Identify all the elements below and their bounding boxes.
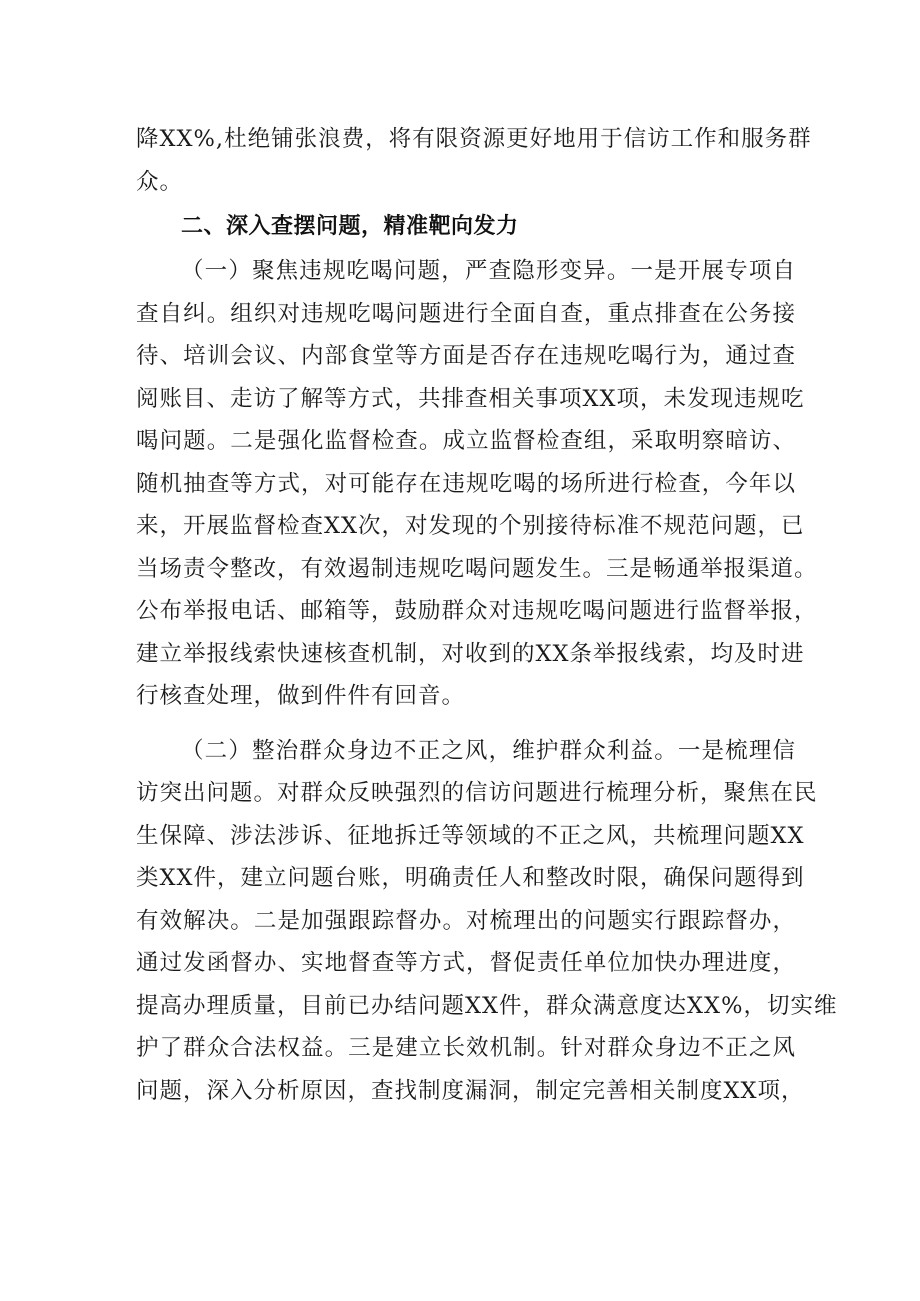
paragraph-line: 喝问题。二是强化监督检查。成立监督检查组，采取明察暗访、 [136,428,796,454]
paragraph-line: 类XX件，建立问题台账，明确责任人和整改时限，确保问题得到 [136,865,805,891]
paragraph-line: 护了群众合法权益。三是建立长效机制。针对群众身边不正之风 [136,1035,796,1061]
document-body [136,118,838,1112]
paragraph-line: 随机抽查等方式，对可能存在违规吃喝的场所进行检查，今年以 [136,470,796,497]
section-heading: 二、深入查摆问题，精准靶向发力 [181,214,519,239]
paragraph-spacer [136,718,796,730]
paragraph-line: 有效解决。二是加强跟踪督办。对梳理出的问题实行跟踪督办， [136,907,796,934]
paragraph-line: （二）整治群众身边不正之风，维护群众利益。一是梳理信 [181,737,796,764]
paragraph-line: 降XX%,杜绝铺张浪费，将有限资源更好地用于信访工作和服务群 [136,126,812,152]
paragraph-line: 提高办理质量，目前已办结问题XX件，群众满意度达XX%，切实维 [136,992,838,1019]
paragraph-line: 查自纠。组织对违规吃喝问题进行全面自查，重点排查在公务接 [136,300,796,327]
paragraph-line: 建立举报线索快速核查机制，对收到的XX条举报线索，均及时进 [136,640,805,667]
paragraph-line: 众。 [136,168,184,195]
paragraph-line: 当场责令整改，有效遏制违规吃喝问题发生。三是畅通举报渠道。 [136,555,818,582]
paragraph-line: 公布举报电话、邮箱等，鼓励群众对违规吃喝问题进行监督举报， [136,598,818,624]
paragraph-line: 待、培训会议、内部食堂等方面是否存在违规吃喝行为，通过查 [136,343,796,369]
subsection-2-paragraph [136,730,838,1113]
intro-paragraph [136,118,812,203]
paragraph-line: 来，开展监督检查XX次，对发现的个别接待标准不规范问题，已 [136,513,805,539]
paragraph-line: （一）聚焦违规吃喝问题，严查隐形变异。一是开展专项自 [181,258,796,284]
paragraph-line: 通过发函督办、实地督查等方式，督促责任单位加快办理进度， [136,950,796,976]
paragraph-line: 访突出问题。对群众反映强烈的信访问题进行梳理分析，聚焦在民 [136,780,818,806]
subsection-1-paragraph [136,250,818,718]
paragraph-line: 阅账目、走访了解等方式，共排查相关事项XX项，未发现违规吃 [136,385,805,412]
paragraph-line: 问题，深入分析原因，查找制度漏洞，制定完善相关制度XX项， [136,1077,805,1104]
paragraph-line: 行核查处理，做到件件有回音。 [136,683,466,709]
paragraph-line: 生保障、涉法涉诉、征地拆迁等领域的不正之风，共梳理问题XX [136,822,805,849]
